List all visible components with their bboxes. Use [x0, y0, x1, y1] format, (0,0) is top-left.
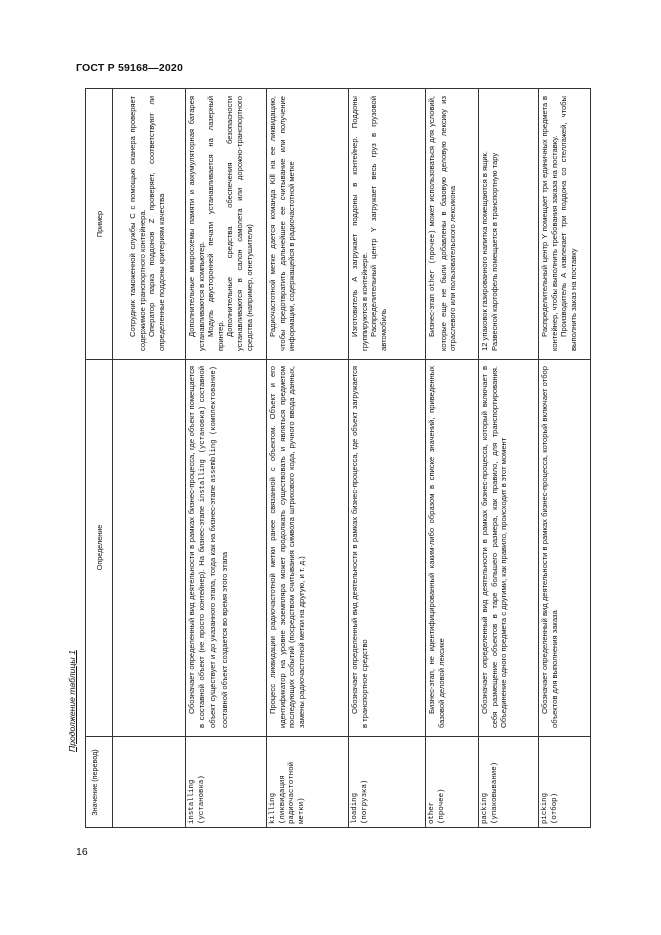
- example-para: Бизнес-этап other (прочее) может использоваться для условий, которые еще не были добавлены в базовую деловую лексику из отраслевого или пользовательского лексикона: [427, 95, 458, 351]
- example-para: Радиочастотной метке дается команда Kill на ее ликвидацию, чтобы предотвратить дальнейшее ее считывание или получение информации, содержащейся в радиочастотной метке: [268, 96, 297, 351]
- table-row-picking-term: [538, 736, 592, 829]
- table-row-killing-definition: [266, 359, 348, 736]
- term-translation: (погрузка): [360, 779, 369, 824]
- example-para: Дополнительные микросхемы памяти и аккумуляторная батарея устанавливаются в компьютер.: [187, 96, 206, 351]
- table-row-installing-definition: [185, 359, 266, 736]
- example-para: Распределительный центр Y помещает три единичных предмета в контейнер, чтобы выполнить требования заказа на поставку.: [540, 96, 559, 351]
- example-para: Оператор парка поддонов Z проверяет, соответствуют ли определенные поддоны критериям качества: [147, 96, 166, 351]
- table-row-other-definition: [425, 359, 478, 736]
- term-name: packing: [481, 792, 489, 824]
- term-translation: (установка): [197, 775, 206, 824]
- table-row-picking-example: [538, 89, 592, 359]
- definition-para: Обозначает определенный вид деятельности в рамках бизнес-процесса, где объект помещается в составной объект (не просто контейнер). На бизнес-этапе installing (установка) составной объект существует и до указанного этапа, тогда как на бизнес-этапе assembling (комплектование) составной объект создается во время этого этапа: [187, 365, 229, 728]
- header-term: Значение (перевод): [90, 749, 99, 816]
- definition-para: Обозначает определенный вид деятельности в рамках бизнес-процесса, который включает в себя размещение объектов в таре большего размера, как правило, для транспортирования. Объединение одного предмета с другими, как правило, происходит в этот момент: [480, 366, 509, 728]
- table-row-installing-term: [185, 736, 266, 829]
- table-row-packing-definition: [478, 359, 538, 736]
- table-row-0-example: [112, 89, 185, 359]
- table-row-loading-example: [348, 89, 425, 359]
- table-row-other-example: [425, 89, 478, 359]
- page-number: 16: [76, 846, 88, 858]
- table-row-loading-definition: [348, 359, 425, 736]
- table-row-killing-term: [266, 736, 348, 829]
- table-caption: [67, 650, 77, 760]
- standard-title: ГОСТ Р 59168—2020: [76, 62, 184, 74]
- term-name: loading: [351, 792, 359, 824]
- definition-para: Обозначает определенный вид деятельности в рамках бизнес-процесса, который включает отбор объектов для выполнения заказа: [540, 366, 559, 728]
- term-name: installing: [188, 779, 196, 824]
- table-row-picking-definition: [538, 359, 592, 736]
- example-para: Дополнительные средства обеспечения безопасности устанавливаются в салон самолета или дорожно-транспортного средства (например, огнетушители): [225, 96, 254, 351]
- header-example: Пример: [95, 210, 104, 238]
- term-name: killing: [269, 792, 277, 824]
- table-row-installing-example: [185, 89, 266, 359]
- header-definition: Определение: [95, 524, 104, 571]
- example-para: Распределительный центр Y загружает весь груз в грузовой автомобиль: [369, 96, 388, 351]
- example-para: Сотрудник таможенной службы C с помощью сканера проверяет содержимое транспортного контейнера.: [128, 96, 147, 351]
- term-translation: (упаковывание): [490, 761, 499, 824]
- rotated-table: [85, 88, 591, 828]
- term-translation: (ликвидация радиочастотной метки): [278, 761, 306, 824]
- table-row-killing-example: [266, 89, 348, 359]
- example-para: 12 упаковок газированного напитка помещаются в ящик.: [480, 151, 489, 351]
- table-row-loading-term: [348, 736, 425, 829]
- term-name: other: [428, 801, 436, 824]
- table-row-other-term: [425, 736, 478, 829]
- term-translation: (прочее): [437, 788, 446, 824]
- table-row-packing-example: [478, 89, 538, 359]
- table-row-packing-term: [478, 736, 538, 829]
- example-para: Модуль двусторонней печати устанавливается на лазерный принтер.: [206, 96, 225, 351]
- definition-para: Процесс ликвидации радиочастотной метки ранее связанной с объектом. Объект и его идентификатор на уровне экземпляра может продолжать существовать и являться предметом последующих событий (посредством считывания символа штрихового кода, ручного ввода данных, замены радиочастотной метки на другую, и т. д.): [268, 366, 306, 728]
- term-name: picking: [541, 792, 549, 824]
- example-para: Производитель A извлекает три поддона со стеллажей, чтобы выполнить заказ на поставку: [559, 96, 578, 351]
- definition-para: Бизнес-этап, не идентифицированный каким-либо образом в списке значений, приведенных базовой деловой лексике: [427, 366, 446, 728]
- table-caption-text: Продолжение таблицы 1: [67, 650, 77, 752]
- example-para: Развесной картофель помещается в транспортную тару: [489, 152, 499, 351]
- term-translation: (отбор): [550, 792, 559, 824]
- definition-para: Обозначает определенный вид деятельности в рамках бизнес-процесса, где объект загружается в транспортное средство: [350, 366, 369, 728]
- example-para: Изготовитель A загружает поддоны в контейнер. Поддоны группируются в контейнере.: [350, 96, 369, 351]
